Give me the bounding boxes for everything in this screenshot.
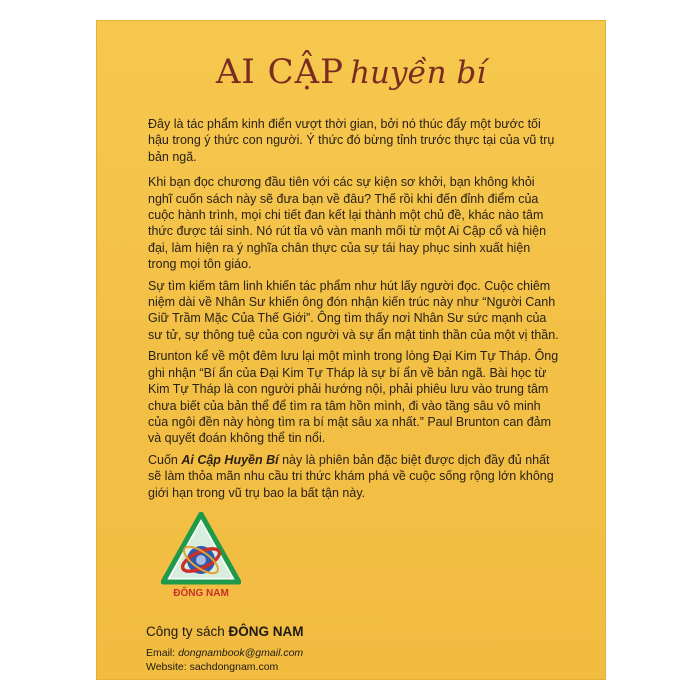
dong-nam-logo-icon	[161, 512, 241, 600]
p5-book-title: Ai Cập Huyền Bí	[181, 452, 279, 467]
publisher-name: ĐÔNG NAM	[228, 624, 304, 639]
p5-before: Cuốn	[148, 452, 182, 467]
email-link[interactable]: dongnambook@gmail.com	[178, 647, 304, 659]
website-link[interactable]: sachdongnam.com	[189, 661, 279, 673]
p5-after: này là phiên bản đặc biệt được dịch đầy đủ nhất sẽ làm thỏa mãn nhu cầu tri thức khám phá về cuộc sống rộng lớn không giới hạn trong vũ trụ bao la bất tận này.	[148, 452, 554, 500]
blurb-paragraph-4: Brunton kể về một đêm lưu lại một mình trong lòng Đại Kim Tự Tháp. Ông ghi nhận “Bí ẩn của Đại Kim Tự Tháp là sự bí ẩn về bản ngã. Bài học từ Kim Tự Tháp là con người phải hướng nội, phải phiêu lưu vào trung tâm chưa biết của bản thể để tìm ra tâm hồn mình, đi vào tầng sâu vô minh của ngôi đền này hòng tìm ra bí mật sâu xa nhất.” Paul Brunton can đảm và quyết đoán không thể tin nổi.	[148, 349, 559, 446]
book-title	[96, 52, 606, 92]
publisher-prefix: Công ty sách	[146, 624, 229, 639]
contact-info	[146, 646, 303, 674]
website-label: Website:	[146, 661, 190, 673]
logo-text: ĐÔNG NAM	[173, 588, 229, 599]
title-main: AI CẬP	[215, 52, 345, 92]
blurb-paragraph-3: Sự tìm kiếm tâm linh khiến tác phẩm như hút lấy người đọc. Cuộc chiêm niệm dài về Nhân Sư khiến ông đón nhận kiến trúc này như “Người Canh Giữ Trầm Mặc Của Thế Giới”. Ông tìm thấy nơi Nhân Sư sức mạnh của sư tử, sự thông tuệ của con người và sự ẩn mật tinh thần của một vị thần.	[148, 278, 559, 342]
email-label: Email:	[146, 647, 179, 659]
book-back-cover	[96, 20, 606, 680]
blurb-paragraph-2: Khi bạn đọc chương đầu tiên với các sự kiện sơ khởi, bạn không khỏi nghĩ cuốn sách này sẽ đưa bạn về đâu? Thế rồi khi đến đỉnh điểm của cuộc hành trình, mọi chi tiết đan kết lại thành một chủ đề, khác nào tâm thức được tái sinh. Nó rút tỉa vô vàn manh mối từ một Ai Cập cổ và hiện đại, làm hiện ra ý nghĩa chân thực của sự tái hay phục sinh xuất hiện trong mọi tôn giáo.	[148, 175, 547, 272]
blurb-paragraph-5	[148, 452, 562, 501]
blurb-paragraph-1: Đây là tác phẩm kinh điển vượt thời gian, bởi nó thúc đẩy một bước tối hậu trong ý thức con người. Ý thức đó bừng tỉnh trước thực tại của vũ trụ bản ngã.	[148, 117, 555, 164]
website-line	[146, 660, 303, 674]
title-sub: huyền bí	[350, 55, 487, 91]
email-line	[146, 646, 303, 660]
publisher-line	[146, 624, 304, 639]
blurb-text	[148, 116, 562, 506]
